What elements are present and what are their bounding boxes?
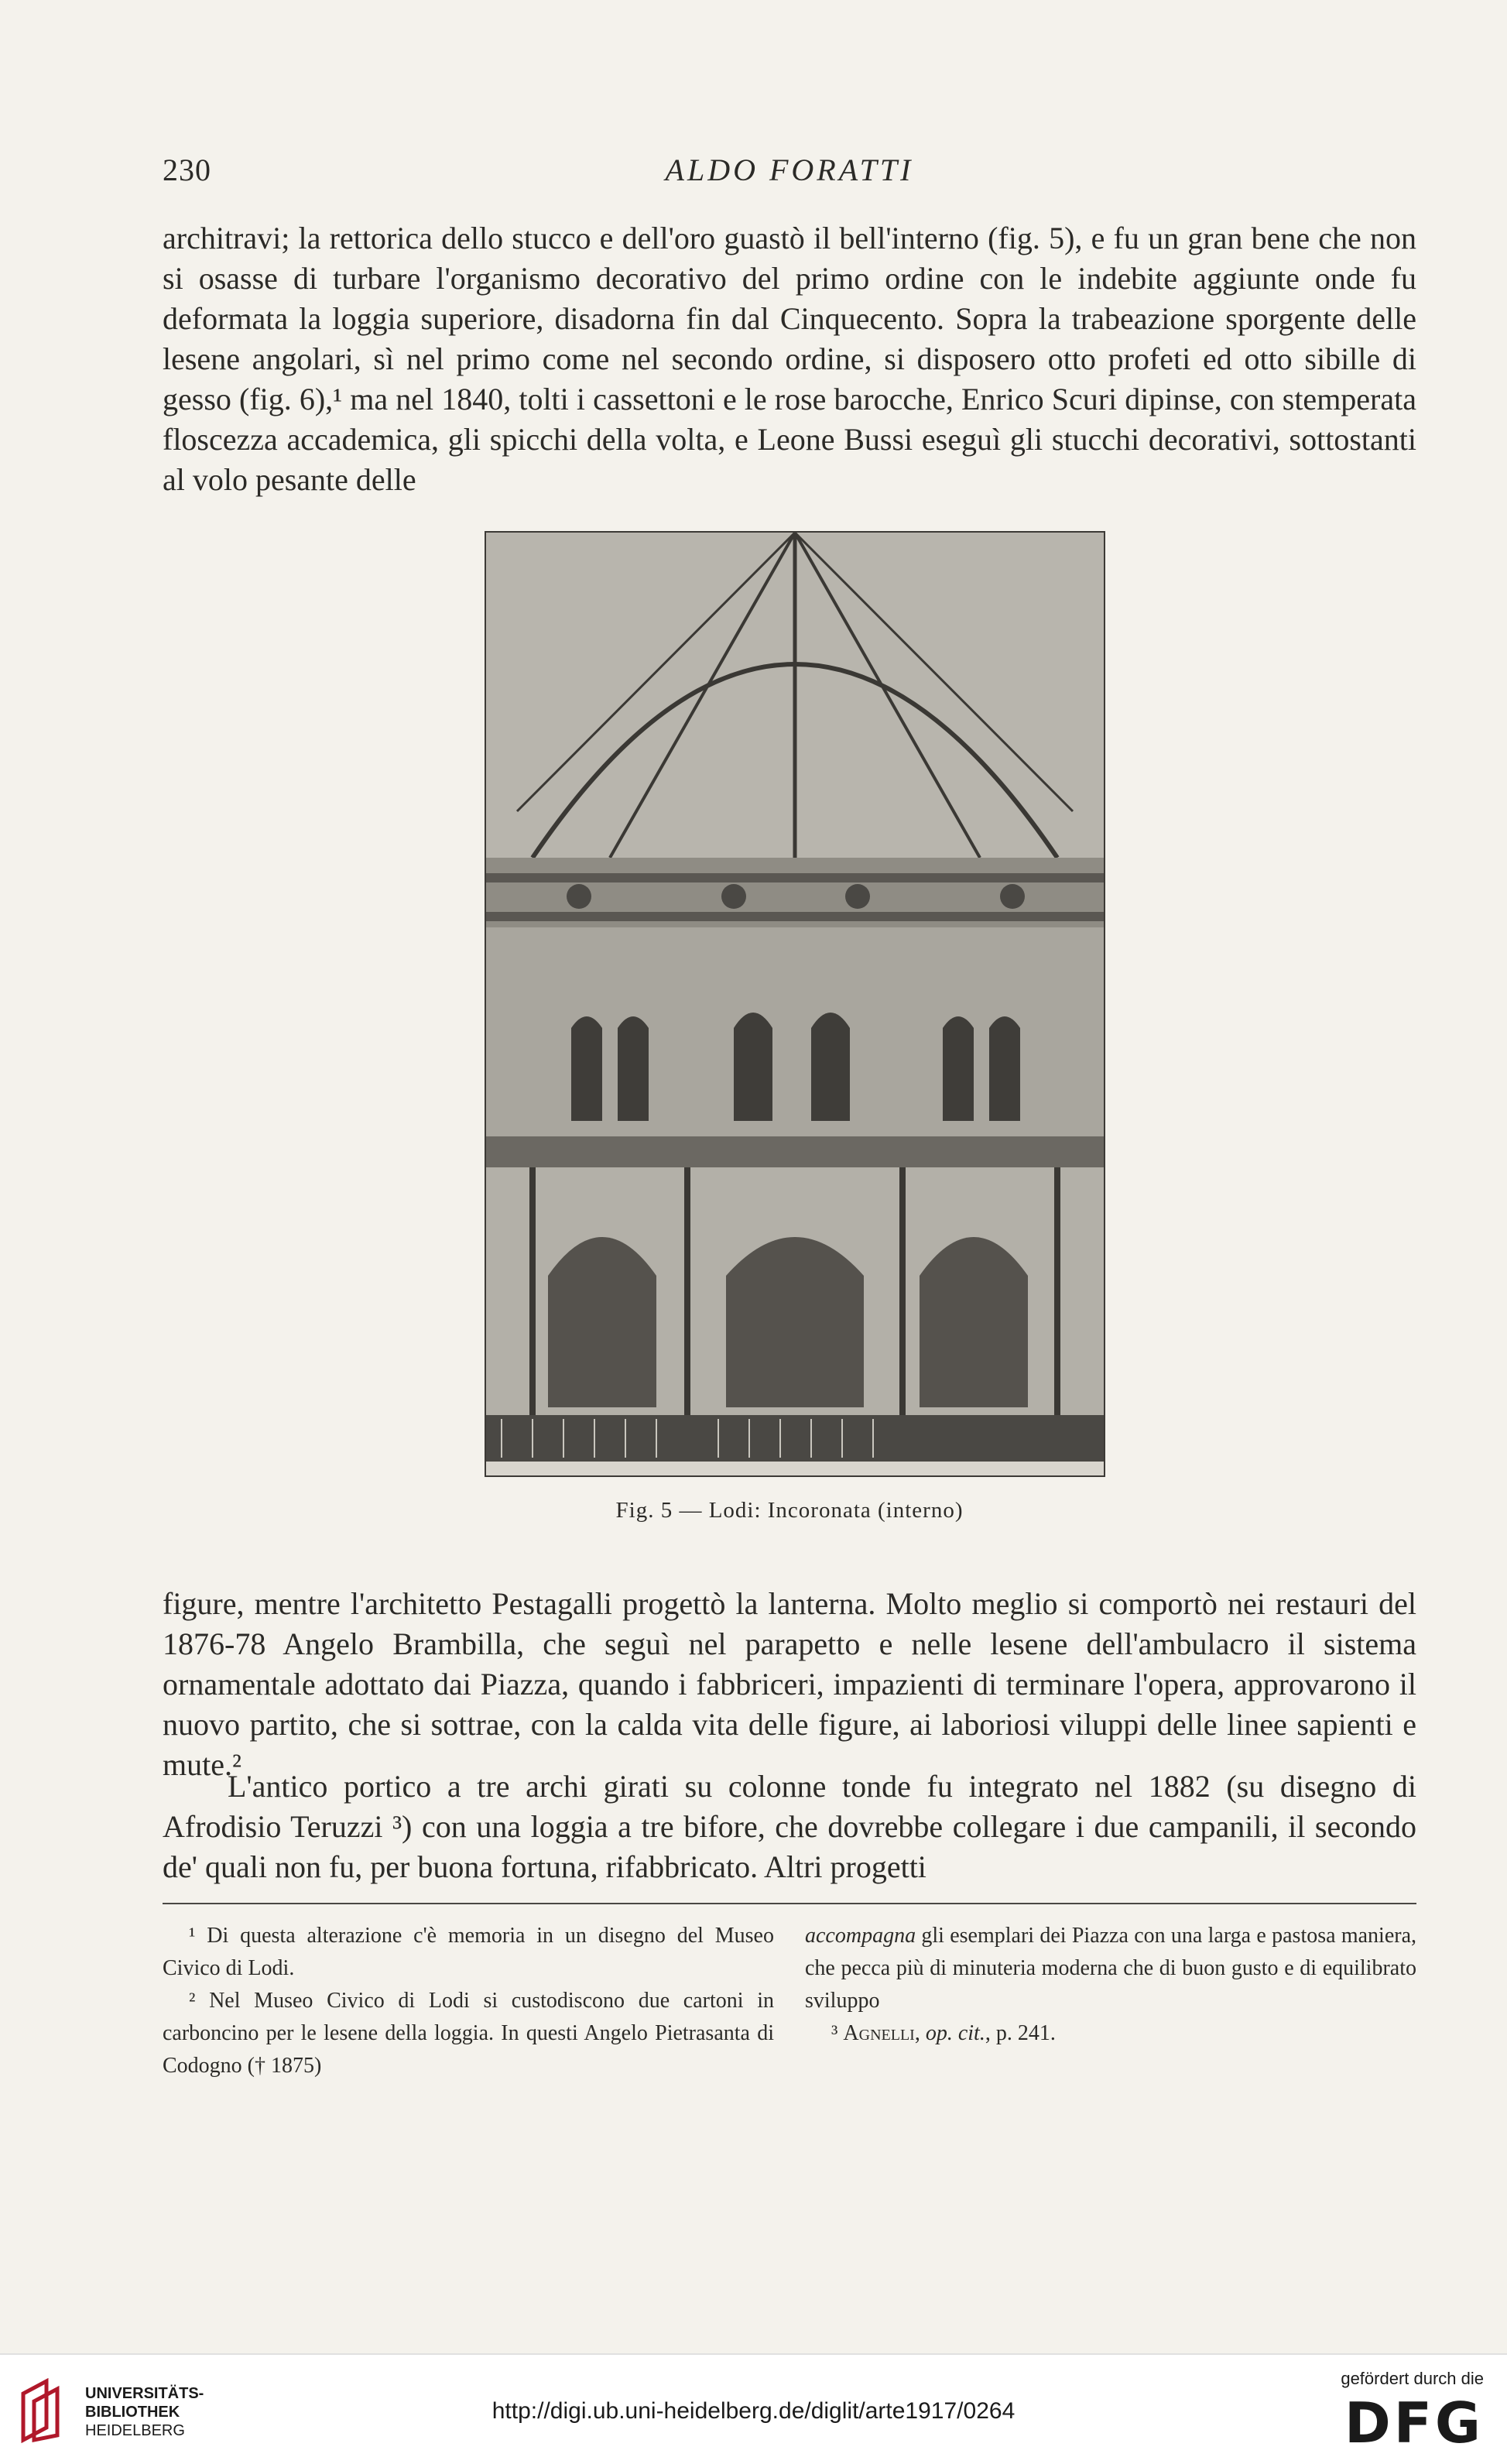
footnotes-left-column xyxy=(163,1920,774,2082)
figure-image xyxy=(485,531,1105,1477)
page-header xyxy=(163,152,1416,198)
footnote-divider xyxy=(163,1903,1416,1904)
body-paragraph-1: architravi; la rettorica dello stucco e dell'oro guastò il bell'interno (fig. 5), e fu un gran bene che non si osasse di turbare l'organismo decorativo del primo ordine con le indebite aggiunte onde fu deformata la loggia superiore, disadorna fin dal Cinquecento. Sopra la trabeazione sporgente delle lesene angolari, sì nel primo come nel secondo ordine, si disposero otto profeti ed otto sibille di gesso (fig. 6),¹ ma nel 1840, tolti i cassettoni e le rose barocche, Enrico Scuri dipinse, con stemperata floscezza accademica, gli spicchi della volta, e Leone Bussi eseguì gli stucchi decorativi, sottostanti al volo pesante delle xyxy=(163,221,1416,497)
body-paragraph-2: figure, mentre l'architetto Pestagalli progettò la lanterna. Molto meglio si comportò nei restauri del 1876-78 Angelo Brambilla, che seguì nel parapetto e nelle lesene dell'ambulacro il sistema ornamentale adottato dai Piazza, quando i fabbriceri, impazienti di terminare l'opera, approvarono il nuovo partito, che si sottrae, con la calda vita delle figure, ai laboriosi viluppi delle linee sapienti e mute.² xyxy=(163,1586,1416,1782)
church-interior-illustration xyxy=(486,533,1104,1475)
footnote-3: ³ Agnelli, op. cit., p. 241. xyxy=(831,2021,1056,2045)
figure-caption: Fig. 5 — Lodi: Incoronata (interno) xyxy=(615,1498,964,1523)
footnotes-right-column xyxy=(805,1920,1416,2050)
footnote-2-rest: gli esemplari dei Piazza con una larga e pastosa maniera, che pecca più di minuteria moderna che di buon gusto e di equilibrato sviluppo xyxy=(805,1924,1416,2013)
funding-label: gefördert durch die xyxy=(1341,2369,1484,2388)
footnote-3-ref: op. cit. xyxy=(925,2021,985,2045)
footnote-2: ² Nel Museo Civico di Lodi si custodiscono due cartoni in carboncino per le lesene della loggia. In questi Angelo Pietrasanta di Codogno († 1875) xyxy=(163,1989,774,2078)
footnote-3-page: , p. 241. xyxy=(985,2021,1056,2045)
digitization-footer xyxy=(0,2353,1507,2464)
page-number: 230 xyxy=(163,153,211,187)
source-url[interactable]: http://digi.ub.uni-heidelberg.de/diglit/arte1917/0264 xyxy=(491,2398,1016,2424)
library-name-line-2: BIBLIOTHEK xyxy=(85,2404,180,2421)
footnote-2-continued xyxy=(805,1920,1416,2017)
library-name-line-3: HEIDELBERG xyxy=(85,2422,185,2439)
body-paragraph-3: L'antico portico a tre archi girati su colonne tonde fu integrato nel 1882 (su disegno di Afrodisio Teruzzi ³) con una loggia a tre bifore, che dovrebbe collegare i due campanili, il secondo de' quali non fu, per buona fortuna, rifabbricato. Altri progetti xyxy=(163,1769,1416,1884)
library-name-line-1: UNIVERSITÄTS- xyxy=(85,2385,204,2402)
footnote-3-author: Agnelli xyxy=(843,2021,915,2045)
running-title: ALDO FORATTI xyxy=(665,153,914,187)
footnote-1: ¹ Di questa alterazione c'è memoria in un disegno del Museo Civico di Lodi. xyxy=(163,1924,774,1980)
footnote-2-italic: accompagna xyxy=(805,1924,916,1948)
footnote-3-prefix: ³ xyxy=(831,2021,844,2045)
dfg-logo: DFG xyxy=(1344,2390,1484,2455)
